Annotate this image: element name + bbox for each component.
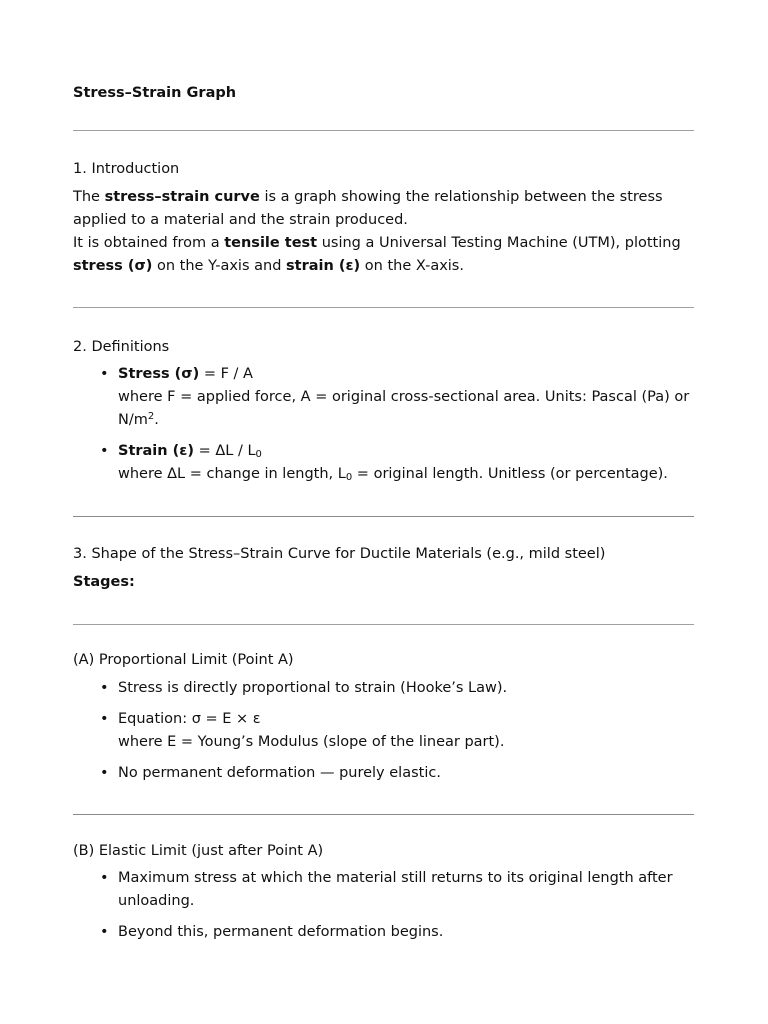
intro-text: It is obtained from a	[73, 235, 225, 251]
divider	[73, 814, 694, 815]
intro-text: on the X-axis.	[360, 258, 464, 274]
divider	[73, 307, 694, 308]
intro-paragraph-2	[73, 232, 694, 278]
document-title: Stress–Strain Graph	[73, 85, 237, 101]
strain-description-end: = original length. Unitless (or percentage).	[352, 466, 668, 482]
list-item	[118, 708, 694, 754]
list-item: • Stress is directly proportional to strain (Hooke’s Law).	[118, 677, 694, 700]
list-item: • Maximum stress at which the material still returns to its original length after unloading.	[118, 867, 694, 913]
section-a-list	[73, 677, 694, 785]
stress-label: Stress (σ)	[118, 366, 200, 382]
section-introduction	[73, 158, 694, 278]
list-item-stress	[118, 363, 694, 432]
intro-text: using a Universal Testing Machine (UTM), plotting	[317, 235, 681, 251]
strain-label: Strain (ε)	[118, 443, 194, 459]
stress-units-exponent: 2	[147, 411, 155, 422]
intro-term-stress-strain-curve: stress–strain curve	[104, 189, 260, 205]
stages-label	[73, 571, 694, 594]
stress-formula: = F / A	[199, 366, 253, 382]
stages-label-text: Stages:	[73, 574, 135, 590]
intro-heading: 1. Introduction	[73, 161, 180, 177]
divider	[73, 130, 694, 131]
intro-text: on the Y-axis and	[152, 258, 287, 274]
list-item: • No permanent deformation — purely elastic.	[118, 762, 694, 785]
equation-description: where E = Young’s Modulus (slope of the linear part).	[118, 734, 505, 750]
section-b-list	[73, 867, 694, 944]
list-item: • Beyond this, permanent deformation begins.	[118, 921, 694, 944]
strain-formula: = ΔL / L	[193, 443, 256, 459]
section-b-heading: (B) Elastic Limit (just after Point A)	[73, 843, 324, 859]
strain-description-subscript: 0	[345, 472, 353, 483]
strain-formula-subscript: 0	[255, 449, 262, 460]
definitions-list	[73, 363, 694, 486]
strain-description: where ΔL = change in length, L	[118, 466, 346, 482]
section-curve-shape	[73, 543, 694, 594]
equation-text: Equation: σ = E × ε	[118, 711, 261, 727]
stress-description-end: .	[154, 412, 159, 428]
intro-paragraph-1	[73, 186, 694, 232]
stress-description: where F = applied force, A = original cross-sectional area. Units: Pascal (Pa) or N/m	[118, 389, 690, 428]
shape-heading: 3. Shape of the Stress–Strain Curve for Ductile Materials (e.g., mild steel)	[73, 546, 606, 562]
intro-term-tensile-test: tensile test	[224, 235, 318, 251]
section-a-heading: (A) Proportional Limit (Point A)	[73, 652, 294, 668]
intro-term-strain: strain (ε)	[286, 258, 361, 274]
list-item-strain	[118, 440, 694, 486]
definitions-heading: 2. Definitions	[73, 339, 170, 355]
divider	[73, 624, 694, 625]
section-elastic-limit	[73, 840, 694, 944]
intro-text: The	[73, 189, 105, 205]
intro-term-stress: stress (σ)	[73, 258, 153, 274]
divider	[73, 516, 694, 517]
section-definitions	[73, 336, 694, 486]
section-proportional-limit	[73, 649, 694, 785]
intro-text: is a graph showing the relationship between the stress applied to a material and the strain produced.	[73, 189, 663, 228]
